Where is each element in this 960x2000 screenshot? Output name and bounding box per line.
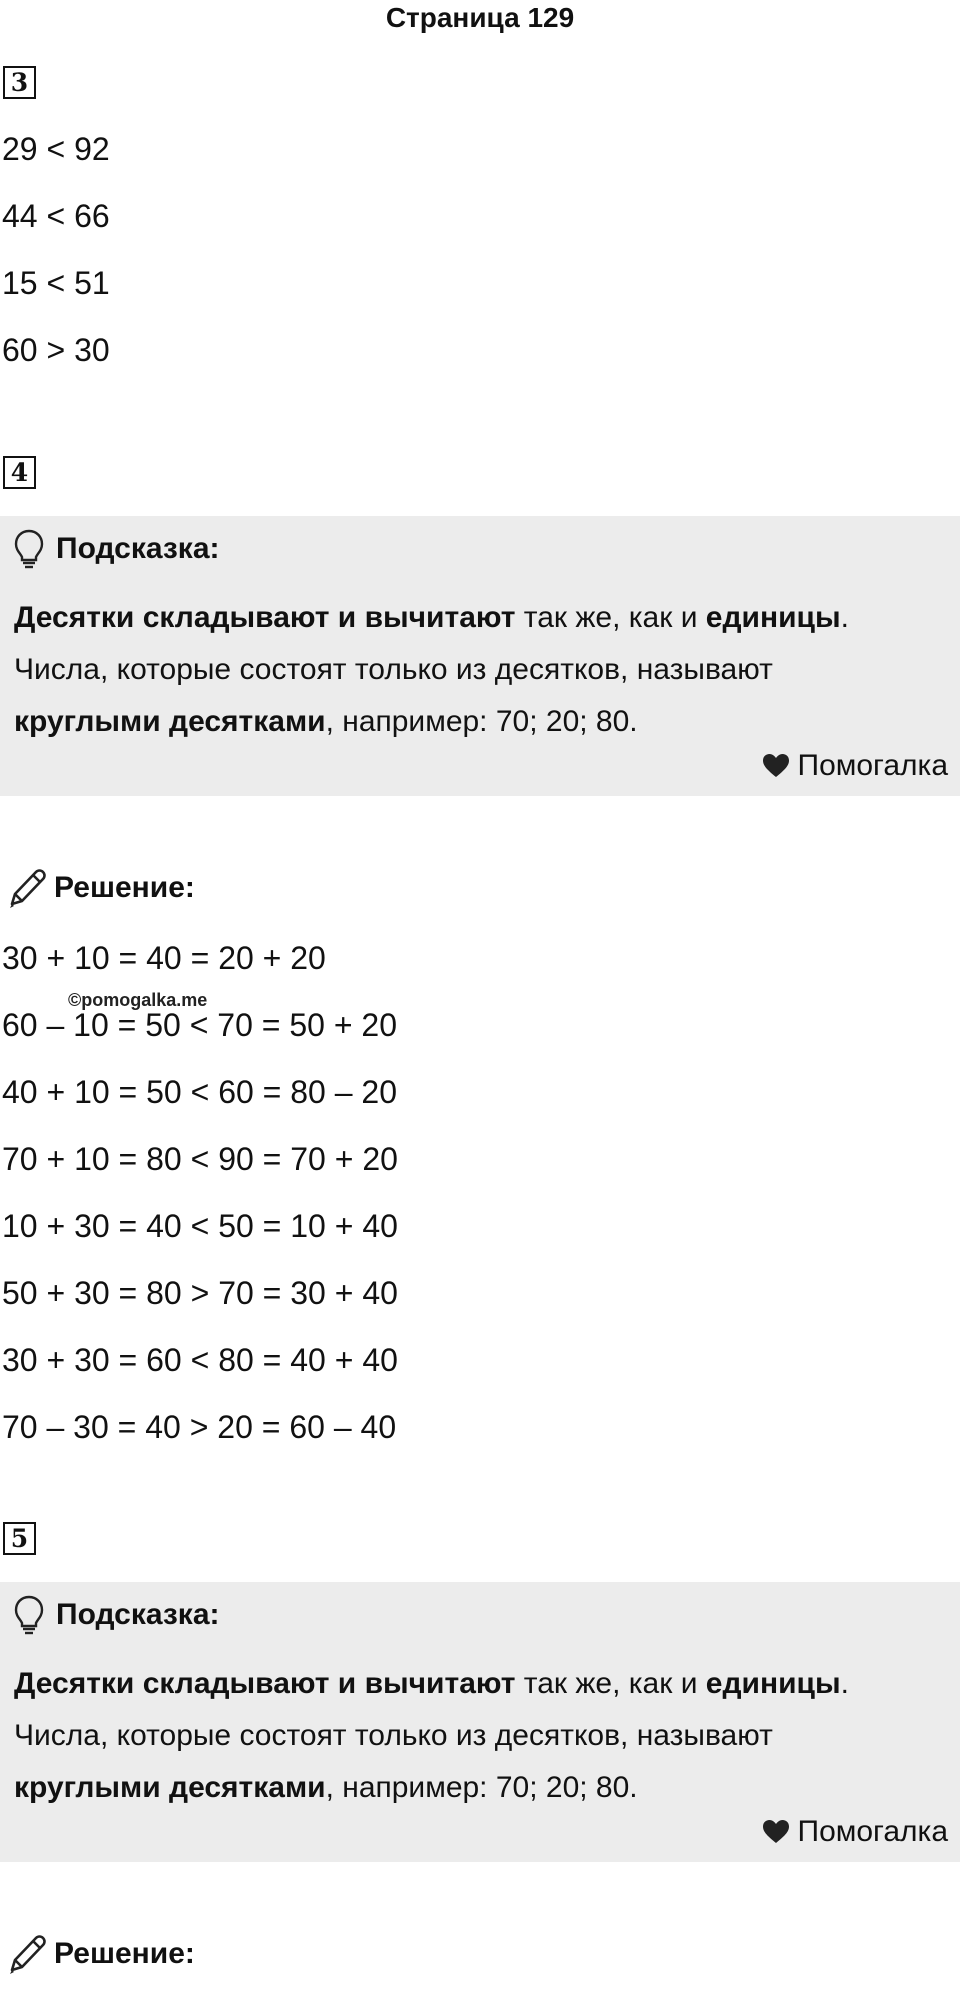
solution-header-task4 <box>6 866 195 910</box>
pencil-icon <box>6 866 46 910</box>
task4-line-6: 50 + 30 = 80 > 70 = 30 + 40 <box>2 1275 398 1311</box>
hint-bold-round-tens: круглыми десятками <box>14 1771 326 1804</box>
page-title: Страница 129 <box>385 2 575 33</box>
task-number-3: 3 <box>3 66 36 99</box>
solution-header-task5 <box>6 1932 195 1976</box>
hint-box-task5 <box>0 1582 960 1862</box>
solution-title: Решение: <box>54 1937 195 1970</box>
hint-text <box>14 592 849 748</box>
task3-line-3: 15 < 51 <box>2 265 110 301</box>
hint-text-part: так же, как и <box>515 601 706 634</box>
hint-bold-tens: Десятки складывают и вычитают <box>14 601 516 634</box>
task3-line-2: 44 < 66 <box>2 198 110 234</box>
task4-line-4: 70 + 10 = 80 < 90 = 70 + 20 <box>2 1141 398 1177</box>
lightbulb-icon <box>14 529 44 569</box>
hint-bold-tens: Десятки складывают и вычитают <box>14 1667 516 1700</box>
watermark: ©pomogalka.me <box>68 990 208 1010</box>
hint-text-period: . <box>840 1667 849 1700</box>
credit-link[interactable] <box>762 746 949 786</box>
hint-line-2: Числа, которые состоят только из десятков, называют <box>14 653 773 686</box>
hint-title: Подсказка: <box>56 1598 220 1631</box>
heart-icon <box>762 753 790 779</box>
hint-line-1 <box>14 1658 849 1710</box>
hint-bold-units: единицы <box>705 601 841 634</box>
task-number-5: 5 <box>3 1522 36 1555</box>
hint-header <box>14 1595 220 1635</box>
hint-text-example: , например: 70; 20; 80. <box>325 1771 638 1804</box>
task4-line-7: 30 + 30 = 60 < 80 = 40 + 40 <box>2 1342 398 1378</box>
credit-label: Помогалка <box>797 1815 948 1848</box>
hint-line-2: Числа, которые состоят только из десятков, называют <box>14 1719 773 1752</box>
hint-line-3 <box>14 1762 849 1814</box>
heart-icon <box>762 1819 790 1845</box>
hint-title: Подсказка: <box>56 532 220 565</box>
credit-link[interactable] <box>762 1812 949 1852</box>
credit-label: Помогалка <box>797 749 948 782</box>
hint-bold-units: единицы <box>705 1667 841 1700</box>
hint-header <box>14 529 220 569</box>
task-number-4: 4 <box>3 456 36 489</box>
task4-line-3: 40 + 10 = 50 < 60 = 80 – 20 <box>2 1074 398 1110</box>
pencil-icon <box>6 1932 46 1976</box>
hint-text-part: так же, как и <box>515 1667 706 1700</box>
task4-line-5: 10 + 30 = 40 < 50 = 10 + 40 <box>2 1208 398 1244</box>
task3-line-1: 29 < 92 <box>2 131 110 167</box>
hint-text <box>14 1658 849 1814</box>
hint-text-example: , например: 70; 20; 80. <box>325 705 638 738</box>
task4-line-1: 30 + 10 = 40 = 20 + 20 <box>2 940 326 976</box>
solution-title: Решение: <box>54 871 195 904</box>
lightbulb-icon <box>14 1595 44 1635</box>
hint-bold-round-tens: круглыми десятками <box>14 705 326 738</box>
hint-box-task4 <box>0 516 960 796</box>
hint-line-1 <box>14 592 849 644</box>
task3-line-4: 60 > 30 <box>2 332 110 368</box>
hint-line-3 <box>14 696 849 748</box>
task4-line-2: 60 – 10 = 50 < 70 = 50 + 20 <box>2 1007 398 1043</box>
hint-text-period: . <box>840 601 849 634</box>
task4-line-8: 70 – 30 = 40 > 20 = 60 – 40 <box>2 1409 397 1445</box>
